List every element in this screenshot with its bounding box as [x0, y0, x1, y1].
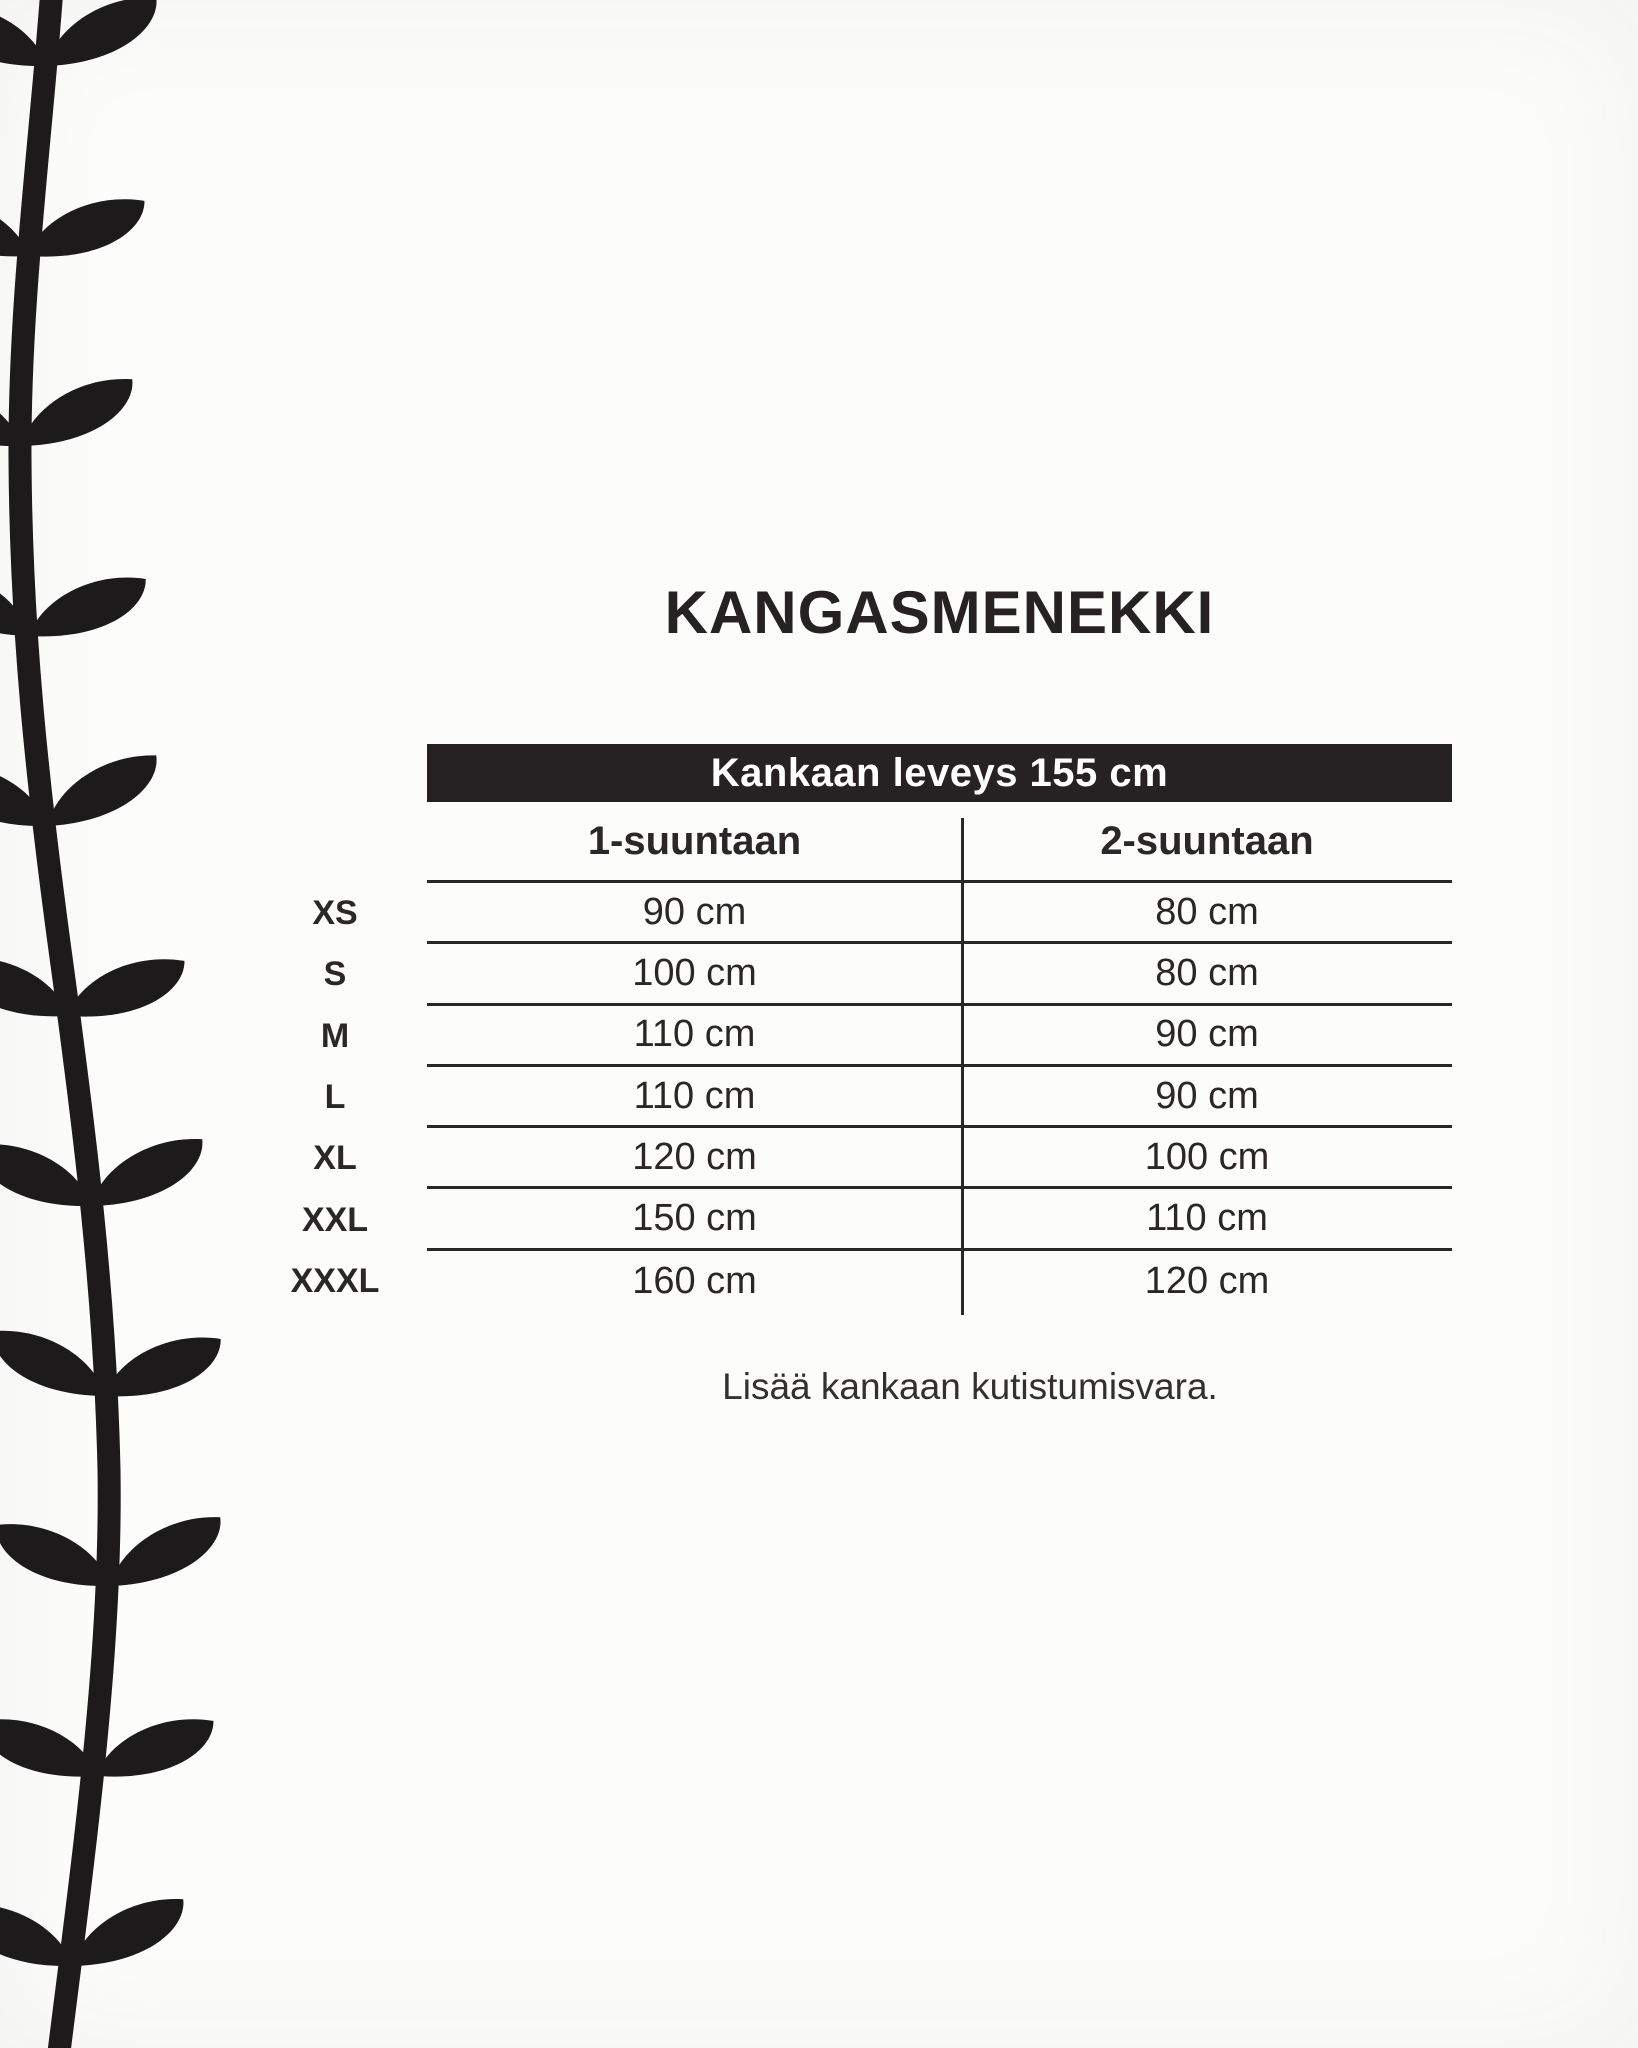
leaf-icon [71, 1898, 186, 1966]
two-directional-cell: 90 cm [1155, 1013, 1259, 1056]
two-directional-cell: 80 cm [1155, 890, 1259, 933]
leaf-icon [108, 1516, 224, 1586]
table-row [427, 1189, 1452, 1250]
size-label: XS [312, 894, 358, 933]
size-label: S [323, 955, 347, 994]
size-label: XXXL [290, 1261, 380, 1300]
two-directional-cell: 90 cm [1155, 1074, 1259, 1117]
size-label: L [324, 1078, 346, 1117]
page-title: KANGASMENEKKI [664, 579, 1215, 646]
leaf-icon [0, 1330, 105, 1396]
leaf-icon [98, 1714, 213, 1782]
fabric-width-banner [427, 744, 1452, 802]
one-directional-cell: 160 cm [632, 1259, 757, 1302]
two-directional-cell: 100 cm [1144, 1135, 1270, 1178]
two-directional-cell: 110 cm [1146, 1197, 1268, 1240]
leaf-icon [0, 1714, 96, 1782]
leaf-icon [69, 954, 184, 1022]
fabric-consumption-table [427, 883, 1452, 1312]
leaf-icon [44, 0, 160, 66]
one-directional-cell: 100 cm [632, 951, 757, 994]
table-row [427, 1006, 1452, 1067]
leaf-icon [107, 1334, 221, 1400]
two-directional-cell: 80 cm [1155, 951, 1259, 994]
table-column-header-row [427, 802, 1452, 883]
one-directional-cell: 110 cm [633, 1074, 756, 1117]
column-header-1-suuntaan: 1-suuntaan [587, 818, 802, 863]
vine-decoration [0, 0, 300, 2048]
one-directional-cell: 120 cm [632, 1135, 757, 1178]
one-directional-cell: 110 cm [633, 1013, 756, 1056]
leaf-icon [20, 378, 135, 446]
table-row [427, 1128, 1452, 1189]
size-label: XL [313, 1139, 357, 1178]
table-row [427, 883, 1452, 944]
one-directional-cell: 150 cm [632, 1197, 757, 1240]
leaf-icon [0, 1904, 70, 1966]
shrinkage-note: Lisää kankaan kutistumisvara. [722, 1366, 1218, 1407]
table-row [427, 1251, 1452, 1312]
size-label: M [320, 1016, 350, 1055]
leaf-icon [29, 194, 144, 262]
size-label-column [270, 883, 400, 1312]
table-row [427, 1067, 1452, 1128]
leaf-icon [32, 574, 146, 640]
size-label: XXL [301, 1200, 369, 1239]
column-header-2-suuntaan: 2-suuntaan [1100, 818, 1314, 863]
leaf-icon [45, 755, 162, 826]
table-row [427, 944, 1452, 1005]
two-directional-cell: 120 cm [1144, 1259, 1270, 1302]
leaf-icon [0, 1524, 108, 1586]
fabric-width-banner-label: Kankaan leveys 155 cm [710, 750, 1169, 795]
one-directional-cell: 90 cm [642, 890, 747, 933]
leaf-icon [90, 1138, 205, 1206]
